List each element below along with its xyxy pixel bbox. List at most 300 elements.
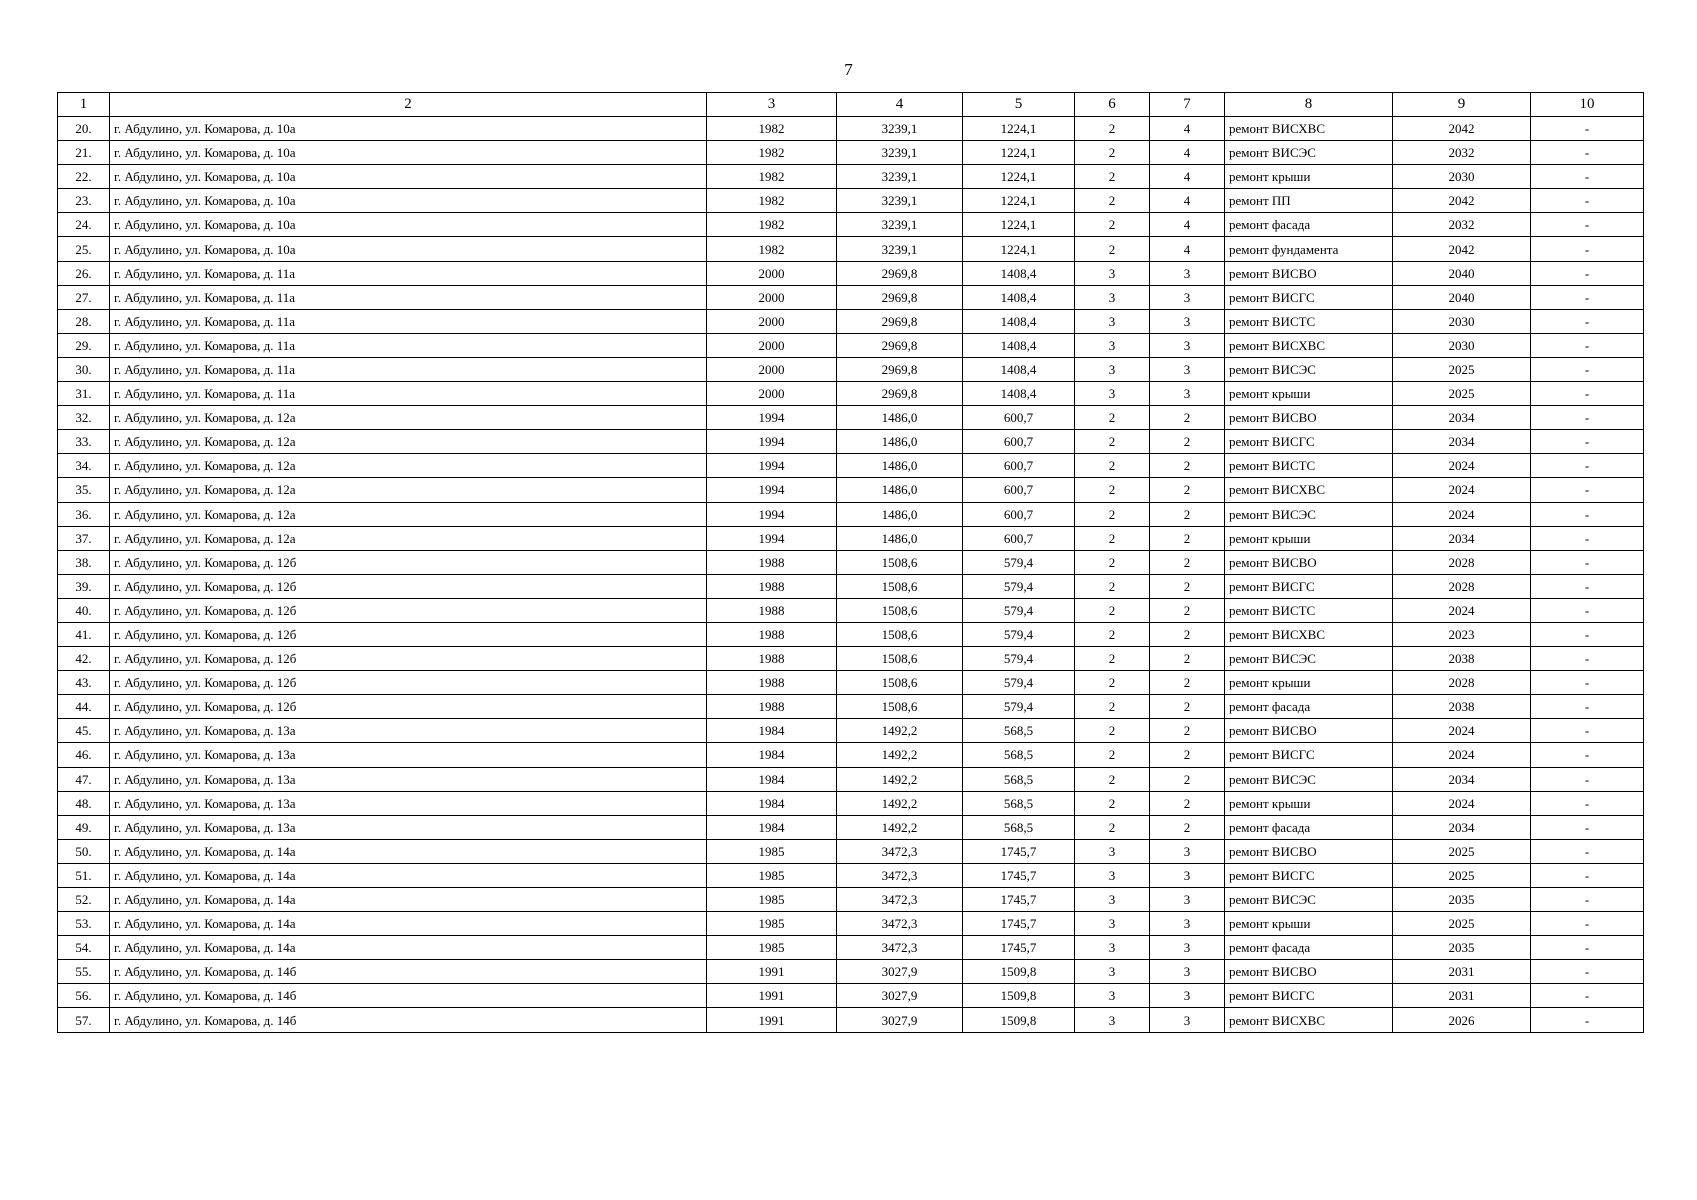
cell-entrances: 2	[1150, 671, 1225, 695]
cell-entrances: 3	[1150, 382, 1225, 406]
cell-entrances: 2	[1150, 767, 1225, 791]
cell-entrances: 3	[1150, 912, 1225, 936]
cell-year-built: 1988	[707, 598, 837, 622]
cell-entrances: 3	[1150, 357, 1225, 381]
cell-entrances: 4	[1150, 237, 1225, 261]
table-row	[58, 285, 1644, 309]
cell-year-built: 1994	[707, 430, 837, 454]
cell-residential-area: 1509,8	[963, 960, 1075, 984]
cell-residential-area: 600,7	[963, 430, 1075, 454]
cell-work-type: ремонт ВИСТС	[1225, 598, 1393, 622]
cell-entrances: 2	[1150, 550, 1225, 574]
cell-work-type: ремонт фасада	[1225, 213, 1393, 237]
cell-address: г. Абдулино, ул. Комарова, д. 14а	[110, 839, 707, 863]
cell-planned-year: 2040	[1393, 285, 1531, 309]
cell-residential-area: 568,5	[963, 719, 1075, 743]
cell-floors: 2	[1075, 213, 1150, 237]
cell-floors: 2	[1075, 502, 1150, 526]
cell-year-built: 1991	[707, 1008, 837, 1032]
cell-planned-year: 2040	[1393, 261, 1531, 285]
cell-work-type: ремонт ВИСВО	[1225, 550, 1393, 574]
cell-address: г. Абдулино, ул. Комарова, д. 12а	[110, 454, 707, 478]
cell-note: -	[1531, 671, 1644, 695]
cell-planned-year: 2025	[1393, 912, 1531, 936]
cell-year-built: 1984	[707, 815, 837, 839]
cell-planned-year: 2034	[1393, 406, 1531, 430]
cell-planned-year: 2024	[1393, 791, 1531, 815]
cell-row-number: 41.	[58, 622, 110, 646]
column-header-2: 2	[110, 93, 707, 117]
cell-note: -	[1531, 550, 1644, 574]
cell-planned-year: 2032	[1393, 213, 1531, 237]
cell-note: -	[1531, 936, 1644, 960]
cell-row-number: 43.	[58, 671, 110, 695]
cell-floors: 2	[1075, 743, 1150, 767]
cell-address: г. Абдулино, ул. Комарова, д. 14а	[110, 863, 707, 887]
cell-year-built: 1988	[707, 647, 837, 671]
cell-floors: 2	[1075, 815, 1150, 839]
cell-note: -	[1531, 454, 1644, 478]
cell-planned-year: 2038	[1393, 647, 1531, 671]
cell-work-type: ремонт ВИСГС	[1225, 984, 1393, 1008]
cell-planned-year: 2030	[1393, 309, 1531, 333]
table-row	[58, 695, 1644, 719]
cell-note: -	[1531, 285, 1644, 309]
cell-entrances: 3	[1150, 333, 1225, 357]
cell-entrances: 2	[1150, 502, 1225, 526]
table-row	[58, 189, 1644, 213]
column-header-3: 3	[707, 93, 837, 117]
cell-note: -	[1531, 743, 1644, 767]
cell-entrances: 2	[1150, 719, 1225, 743]
cell-note: -	[1531, 189, 1644, 213]
cell-residential-area: 579,4	[963, 671, 1075, 695]
cell-residential-area: 1745,7	[963, 863, 1075, 887]
cell-planned-year: 2042	[1393, 189, 1531, 213]
cell-entrances: 2	[1150, 430, 1225, 454]
cell-entrances: 4	[1150, 141, 1225, 165]
cell-work-type: ремонт ВИСХВС	[1225, 117, 1393, 141]
page-number: 7	[844, 60, 853, 79]
cell-total-area: 3239,1	[837, 141, 963, 165]
cell-residential-area: 1509,8	[963, 984, 1075, 1008]
table-row	[58, 526, 1644, 550]
cell-total-area: 2969,8	[837, 285, 963, 309]
column-header-7: 7	[1150, 93, 1225, 117]
cell-entrances: 3	[1150, 888, 1225, 912]
cell-year-built: 2000	[707, 333, 837, 357]
cell-entrances: 2	[1150, 454, 1225, 478]
cell-total-area: 3472,3	[837, 839, 963, 863]
cell-residential-area: 579,4	[963, 622, 1075, 646]
cell-work-type: ремонт фасада	[1225, 815, 1393, 839]
cell-address: г. Абдулино, ул. Комарова, д. 12б	[110, 598, 707, 622]
table-row	[58, 743, 1644, 767]
cell-floors: 3	[1075, 261, 1150, 285]
column-header-4: 4	[837, 93, 963, 117]
cell-planned-year: 2035	[1393, 888, 1531, 912]
table-row	[58, 309, 1644, 333]
cell-floors: 2	[1075, 406, 1150, 430]
cell-work-type: ремонт ВИСХВС	[1225, 478, 1393, 502]
cell-planned-year: 2032	[1393, 141, 1531, 165]
cell-work-type: ремонт ВИСТС	[1225, 309, 1393, 333]
cell-year-built: 1991	[707, 960, 837, 984]
cell-entrances: 3	[1150, 984, 1225, 1008]
cell-planned-year: 2024	[1393, 719, 1531, 743]
table-row	[58, 767, 1644, 791]
cell-work-type: ремонт крыши	[1225, 165, 1393, 189]
table-row	[58, 357, 1644, 381]
cell-note: -	[1531, 333, 1644, 357]
cell-address: г. Абдулино, ул. Комарова, д. 13а	[110, 743, 707, 767]
cell-note: -	[1531, 984, 1644, 1008]
cell-total-area: 1508,6	[837, 574, 963, 598]
table-row	[58, 647, 1644, 671]
cell-residential-area: 600,7	[963, 526, 1075, 550]
cell-work-type: ремонт ВИСВО	[1225, 261, 1393, 285]
cell-work-type: ремонт ПП	[1225, 189, 1393, 213]
cell-floors: 2	[1075, 478, 1150, 502]
cell-address: г. Абдулино, ул. Комарова, д. 14а	[110, 888, 707, 912]
cell-row-number: 33.	[58, 430, 110, 454]
cell-floors: 2	[1075, 719, 1150, 743]
cell-entrances: 4	[1150, 165, 1225, 189]
cell-work-type: ремонт ВИСЭС	[1225, 767, 1393, 791]
cell-total-area: 3239,1	[837, 117, 963, 141]
cell-total-area: 1492,2	[837, 815, 963, 839]
cell-work-type: ремонт ВИСХВС	[1225, 622, 1393, 646]
cell-floors: 2	[1075, 767, 1150, 791]
cell-total-area: 3472,3	[837, 936, 963, 960]
cell-total-area: 1508,6	[837, 622, 963, 646]
cell-work-type: ремонт крыши	[1225, 912, 1393, 936]
cell-total-area: 3239,1	[837, 213, 963, 237]
cell-note: -	[1531, 357, 1644, 381]
cell-row-number: 53.	[58, 912, 110, 936]
cell-note: -	[1531, 839, 1644, 863]
cell-entrances: 3	[1150, 936, 1225, 960]
cell-note: -	[1531, 574, 1644, 598]
cell-note: -	[1531, 622, 1644, 646]
cell-address: г. Абдулино, ул. Комарова, д. 12а	[110, 406, 707, 430]
cell-row-number: 39.	[58, 574, 110, 598]
cell-entrances: 2	[1150, 815, 1225, 839]
cell-note: -	[1531, 237, 1644, 261]
cell-total-area: 1508,6	[837, 550, 963, 574]
column-header-5: 5	[963, 93, 1075, 117]
table-row	[58, 237, 1644, 261]
cell-work-type: ремонт крыши	[1225, 791, 1393, 815]
cell-floors: 3	[1075, 912, 1150, 936]
cell-note: -	[1531, 406, 1644, 430]
cell-entrances: 3	[1150, 261, 1225, 285]
cell-total-area: 1486,0	[837, 502, 963, 526]
cell-address: г. Абдулино, ул. Комарова, д. 13а	[110, 719, 707, 743]
cell-row-number: 55.	[58, 960, 110, 984]
cell-planned-year: 2030	[1393, 165, 1531, 189]
cell-note: -	[1531, 117, 1644, 141]
cell-total-area: 1486,0	[837, 430, 963, 454]
cell-year-built: 2000	[707, 285, 837, 309]
cell-floors: 3	[1075, 382, 1150, 406]
cell-row-number: 24.	[58, 213, 110, 237]
table-row	[58, 430, 1644, 454]
cell-note: -	[1531, 863, 1644, 887]
cell-entrances: 3	[1150, 1008, 1225, 1032]
cell-planned-year: 2024	[1393, 598, 1531, 622]
cell-note: -	[1531, 888, 1644, 912]
cell-planned-year: 2028	[1393, 671, 1531, 695]
cell-floors: 3	[1075, 888, 1150, 912]
cell-entrances: 2	[1150, 574, 1225, 598]
cell-work-type: ремонт ВИСВО	[1225, 406, 1393, 430]
cell-planned-year: 2024	[1393, 454, 1531, 478]
cell-address: г. Абдулино, ул. Комарова, д. 11а	[110, 357, 707, 381]
cell-floors: 2	[1075, 454, 1150, 478]
cell-work-type: ремонт крыши	[1225, 382, 1393, 406]
cell-year-built: 1994	[707, 502, 837, 526]
cell-row-number: 34.	[58, 454, 110, 478]
cell-entrances: 2	[1150, 478, 1225, 502]
cell-address: г. Абдулино, ул. Комарова, д. 11а	[110, 261, 707, 285]
cell-residential-area: 568,5	[963, 791, 1075, 815]
cell-year-built: 1982	[707, 141, 837, 165]
column-header-10: 10	[1531, 93, 1644, 117]
cell-row-number: 42.	[58, 647, 110, 671]
cell-residential-area: 568,5	[963, 743, 1075, 767]
cell-year-built: 1982	[707, 165, 837, 189]
cell-address: г. Абдулино, ул. Комарова, д. 10а	[110, 117, 707, 141]
cell-work-type: ремонт ВИСХВС	[1225, 1008, 1393, 1032]
cell-work-type: ремонт ВИСЭС	[1225, 357, 1393, 381]
cell-residential-area: 600,7	[963, 502, 1075, 526]
cell-year-built: 1991	[707, 984, 837, 1008]
cell-year-built: 2000	[707, 309, 837, 333]
cell-work-type: ремонт ВИСГС	[1225, 743, 1393, 767]
cell-work-type: ремонт ВИСВО	[1225, 960, 1393, 984]
cell-note: -	[1531, 791, 1644, 815]
cell-work-type: ремонт ВИСЭС	[1225, 647, 1393, 671]
cell-address: г. Абдулино, ул. Комарова, д. 12а	[110, 478, 707, 502]
cell-address: г. Абдулино, ул. Комарова, д. 12б	[110, 671, 707, 695]
cell-residential-area: 1224,1	[963, 237, 1075, 261]
cell-total-area: 3472,3	[837, 888, 963, 912]
cell-floors: 3	[1075, 1008, 1150, 1032]
cell-note: -	[1531, 815, 1644, 839]
cell-floors: 3	[1075, 357, 1150, 381]
cell-year-built: 1994	[707, 454, 837, 478]
cell-year-built: 1994	[707, 406, 837, 430]
cell-row-number: 45.	[58, 719, 110, 743]
cell-total-area: 3239,1	[837, 165, 963, 189]
cell-residential-area: 568,5	[963, 815, 1075, 839]
cell-total-area: 1508,6	[837, 647, 963, 671]
cell-total-area: 1492,2	[837, 791, 963, 815]
cell-planned-year: 2024	[1393, 502, 1531, 526]
cell-year-built: 1988	[707, 574, 837, 598]
cell-residential-area: 579,4	[963, 598, 1075, 622]
cell-entrances: 2	[1150, 526, 1225, 550]
cell-row-number: 46.	[58, 743, 110, 767]
table-row	[58, 406, 1644, 430]
cell-total-area: 3027,9	[837, 960, 963, 984]
cell-address: г. Абдулино, ул. Комарова, д. 11а	[110, 333, 707, 357]
table-row	[58, 912, 1644, 936]
cell-planned-year: 2042	[1393, 237, 1531, 261]
cell-total-area: 2969,8	[837, 357, 963, 381]
cell-total-area: 1508,6	[837, 695, 963, 719]
cell-address: г. Абдулино, ул. Комарова, д. 12б	[110, 550, 707, 574]
cell-floors: 2	[1075, 598, 1150, 622]
cell-row-number: 40.	[58, 598, 110, 622]
cell-total-area: 1492,2	[837, 767, 963, 791]
cell-planned-year: 2031	[1393, 960, 1531, 984]
cell-entrances: 4	[1150, 117, 1225, 141]
cell-note: -	[1531, 767, 1644, 791]
cell-row-number: 57.	[58, 1008, 110, 1032]
cell-planned-year: 2028	[1393, 550, 1531, 574]
cell-residential-area: 1745,7	[963, 888, 1075, 912]
cell-year-built: 1988	[707, 550, 837, 574]
cell-residential-area: 1509,8	[963, 1008, 1075, 1032]
cell-row-number: 38.	[58, 550, 110, 574]
cell-row-number: 49.	[58, 815, 110, 839]
table-row	[58, 719, 1644, 743]
cell-planned-year: 2031	[1393, 984, 1531, 1008]
cell-floors: 2	[1075, 430, 1150, 454]
cell-residential-area: 579,4	[963, 574, 1075, 598]
table-row	[58, 984, 1644, 1008]
table-row	[58, 960, 1644, 984]
cell-address: г. Абдулино, ул. Комарова, д. 12а	[110, 502, 707, 526]
cell-floors: 2	[1075, 165, 1150, 189]
cell-row-number: 22.	[58, 165, 110, 189]
cell-work-type: ремонт ВИСГС	[1225, 574, 1393, 598]
cell-address: г. Абдулино, ул. Комарова, д. 13а	[110, 767, 707, 791]
cell-work-type: ремонт ВИСГС	[1225, 430, 1393, 454]
cell-residential-area: 1745,7	[963, 839, 1075, 863]
cell-residential-area: 600,7	[963, 454, 1075, 478]
cell-total-area: 1492,2	[837, 743, 963, 767]
cell-address: г. Абдулино, ул. Комарова, д. 13а	[110, 815, 707, 839]
cell-floors: 2	[1075, 189, 1150, 213]
cell-floors: 2	[1075, 647, 1150, 671]
cell-total-area: 1486,0	[837, 526, 963, 550]
cell-residential-area: 1224,1	[963, 141, 1075, 165]
cell-address: г. Абдулино, ул. Комарова, д. 12а	[110, 526, 707, 550]
cell-residential-area: 1408,4	[963, 357, 1075, 381]
cell-residential-area: 1224,1	[963, 165, 1075, 189]
table-row	[58, 502, 1644, 526]
table-row	[58, 574, 1644, 598]
cell-work-type: ремонт ВИСЭС	[1225, 888, 1393, 912]
table-row	[58, 888, 1644, 912]
cell-floors: 3	[1075, 309, 1150, 333]
cell-floors: 2	[1075, 526, 1150, 550]
cell-floors: 3	[1075, 936, 1150, 960]
cell-row-number: 32.	[58, 406, 110, 430]
cell-row-number: 36.	[58, 502, 110, 526]
cell-planned-year: 2030	[1393, 333, 1531, 357]
cell-row-number: 20.	[58, 117, 110, 141]
cell-year-built: 1985	[707, 936, 837, 960]
table-row	[58, 333, 1644, 357]
column-header-9: 9	[1393, 93, 1531, 117]
cell-address: г. Абдулино, ул. Комарова, д. 10а	[110, 165, 707, 189]
cell-work-type: ремонт ВИСГС	[1225, 285, 1393, 309]
cell-total-area: 2969,8	[837, 309, 963, 333]
cell-planned-year: 2024	[1393, 743, 1531, 767]
cell-total-area: 2969,8	[837, 333, 963, 357]
cell-row-number: 27.	[58, 285, 110, 309]
cell-note: -	[1531, 502, 1644, 526]
cell-note: -	[1531, 1008, 1644, 1032]
table-row	[58, 213, 1644, 237]
table-row	[58, 598, 1644, 622]
cell-residential-area: 1408,4	[963, 285, 1075, 309]
cell-row-number: 47.	[58, 767, 110, 791]
cell-floors: 3	[1075, 333, 1150, 357]
cell-work-type: ремонт ВИСГС	[1225, 863, 1393, 887]
cell-year-built: 1988	[707, 671, 837, 695]
cell-year-built: 1994	[707, 526, 837, 550]
cell-work-type: ремонт ВИСЭС	[1225, 141, 1393, 165]
cell-year-built: 1988	[707, 622, 837, 646]
table-row	[58, 165, 1644, 189]
cell-entrances: 3	[1150, 839, 1225, 863]
cell-planned-year: 2042	[1393, 117, 1531, 141]
cell-address: г. Абдулино, ул. Комарова, д. 14б	[110, 984, 707, 1008]
cell-address: г. Абдулино, ул. Комарова, д. 12б	[110, 574, 707, 598]
cell-floors: 3	[1075, 285, 1150, 309]
column-header-1: 1	[58, 93, 110, 117]
table-row	[58, 1008, 1644, 1032]
table-row	[58, 261, 1644, 285]
cell-work-type: ремонт ВИСХВС	[1225, 333, 1393, 357]
cell-note: -	[1531, 695, 1644, 719]
cell-year-built: 1985	[707, 912, 837, 936]
cell-floors: 2	[1075, 622, 1150, 646]
cell-year-built: 1982	[707, 237, 837, 261]
cell-row-number: 37.	[58, 526, 110, 550]
cell-residential-area: 568,5	[963, 767, 1075, 791]
cell-total-area: 1486,0	[837, 478, 963, 502]
cell-address: г. Абдулино, ул. Комарова, д. 12б	[110, 647, 707, 671]
table-row	[58, 141, 1644, 165]
cell-address: г. Абдулино, ул. Комарова, д. 11а	[110, 382, 707, 406]
cell-planned-year: 2025	[1393, 863, 1531, 887]
cell-entrances: 2	[1150, 695, 1225, 719]
table-row	[58, 117, 1644, 141]
cell-row-number: 48.	[58, 791, 110, 815]
cell-residential-area: 1224,1	[963, 117, 1075, 141]
cell-address: г. Абдулино, ул. Комарова, д. 14а	[110, 912, 707, 936]
cell-address: г. Абдулино, ул. Комарова, д. 12а	[110, 430, 707, 454]
cell-work-type: ремонт фасада	[1225, 936, 1393, 960]
cell-year-built: 1984	[707, 767, 837, 791]
cell-year-built: 2000	[707, 357, 837, 381]
cell-entrances: 2	[1150, 598, 1225, 622]
cell-entrances: 2	[1150, 743, 1225, 767]
cell-floors: 3	[1075, 984, 1150, 1008]
table-row	[58, 791, 1644, 815]
cell-address: г. Абдулино, ул. Комарова, д. 11а	[110, 309, 707, 333]
cell-entrances: 2	[1150, 406, 1225, 430]
cell-total-area: 1486,0	[837, 406, 963, 430]
cell-total-area: 3027,9	[837, 1008, 963, 1032]
cell-planned-year: 2025	[1393, 382, 1531, 406]
